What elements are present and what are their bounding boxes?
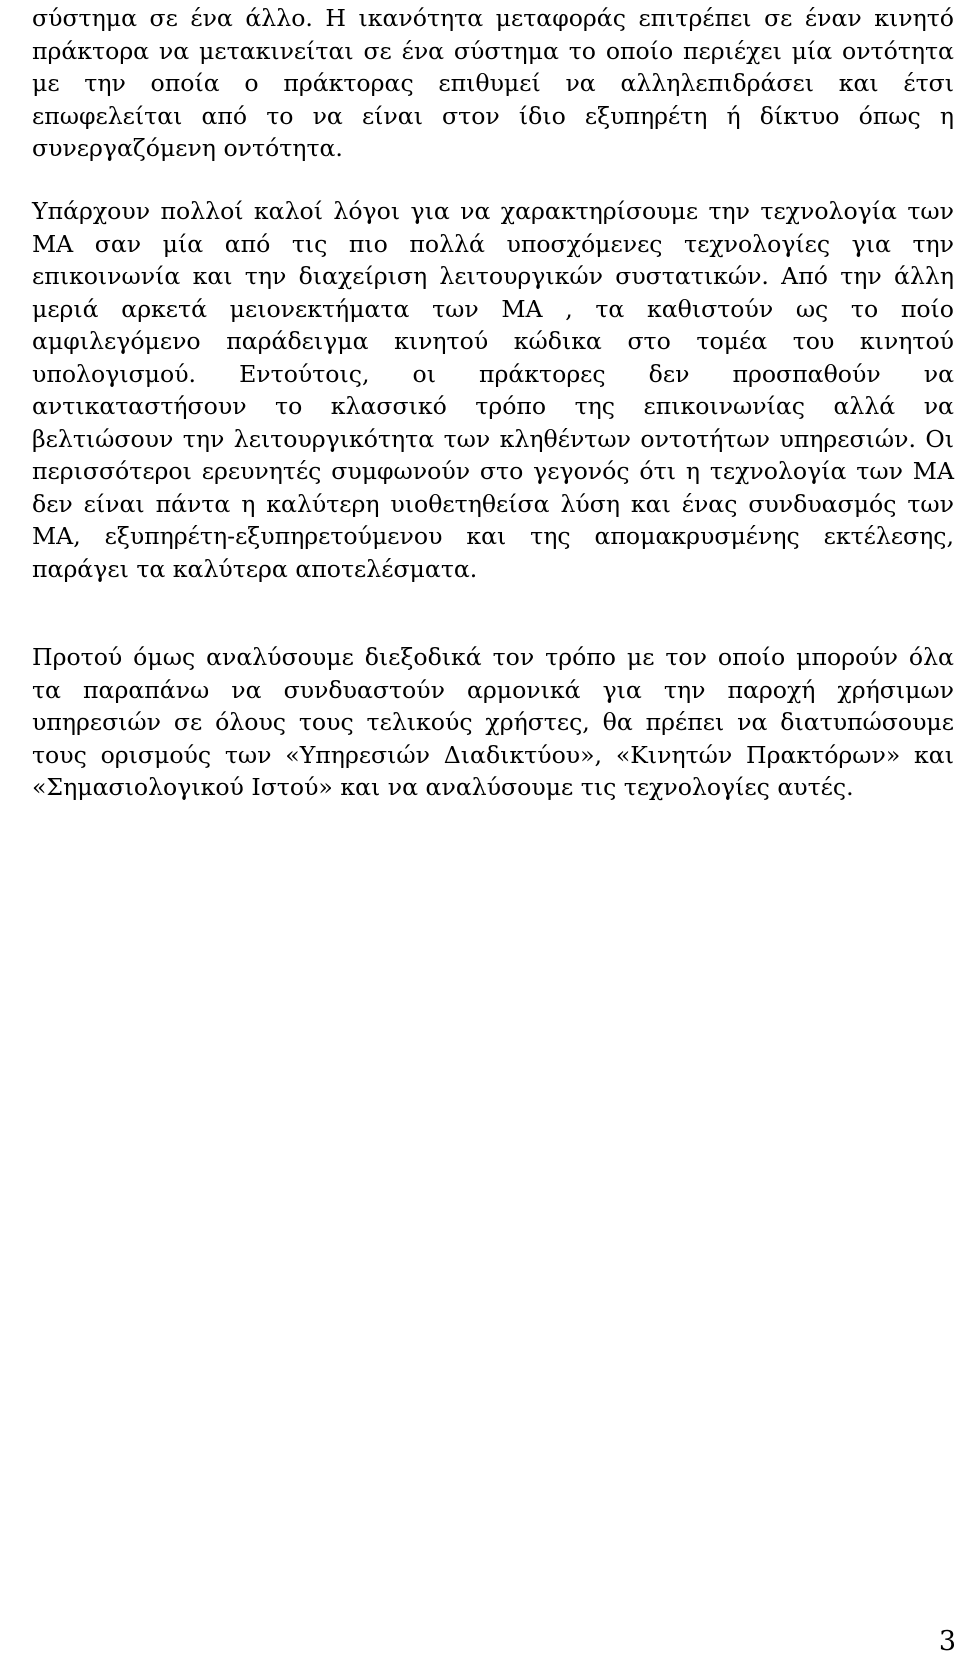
paragraph-mobile-agents-technology: Υπάρχουν πολλοί καλοί λόγοι για να χαρακτηρίσουμε την τεχνολογία των ΜΑ σαν μία από τις πιο πολλά υποσχόμενες τεχνολογίες για την επικοινωνία και την διαχείριση λειτουργικών συστατικών. Από την άλλη μεριά αρκετά μειονεκτήματα των ΜΑ , τα καθιστούν ως το ποίο αμφιλεγόμενο παράδειγμα κινητού κώδικα στο τομέα του κινητού υπολογισμού. Εντούτοις, οι πράκτορες δεν προσπαθούν να αντικαταστήσουν το κλασσικό τρόπο της επικοινωνίας αλλά να βελτιώσουν την λειτουργικότητα των κληθέντων οντοτήτων υπηρεσιών. Οι περισσότεροι ερευνητές συμφωνούν στο γεγονός ότι η τεχνολογία των ΜΑ δεν είναι πάντα η καλύτερη υιοθετηθείσα λύση και ένας συνδυασμός των ΜΑ, εξυπηρέτη-εξυπηρετούμενου και της απομακρυσμένης εκτέλεσης, παράγει τα καλύτερα αποτελέσματα.	[32, 197, 954, 583]
page-number: 3	[938, 1626, 956, 1657]
paragraph-mobility: σύστημα σε ένα άλλο. Η ικανότητα μεταφοράς επιτρέπει σε έναν κινητό πράκτορα να μετακινείται σε ένα σύστημα το οποίο περιέχει μία οντότητα με την οποία ο πράκτορας επιθυμεί να αλληλεπιδράσει και έτσι επωφελείται από το να είναι στον ίδιο εξυπηρέτη ή δίκτυο όπως η συνεργαζόμενη οντότητα.	[32, 4, 954, 162]
paragraph-definitions-intro: Προτού όμως αναλύσουμε διεξοδικά τον τρόπο με τον οποίο μπορούν όλα τα παραπάνω να συνδυαστούν αρμονικά για την παροχή χρήσιμων υπηρεσιών σε όλους τους τελικούς χρήστες, θα πρέπει να διατυπώσουμε τους ορισμούς των «Υπηρεσιών Διαδικτύου», «Κινητών Πρακτόρων» και «Σημασιολογικού Ιστού» και να αναλύσουμε τις τεχνολογίες αυτές.	[32, 643, 954, 801]
